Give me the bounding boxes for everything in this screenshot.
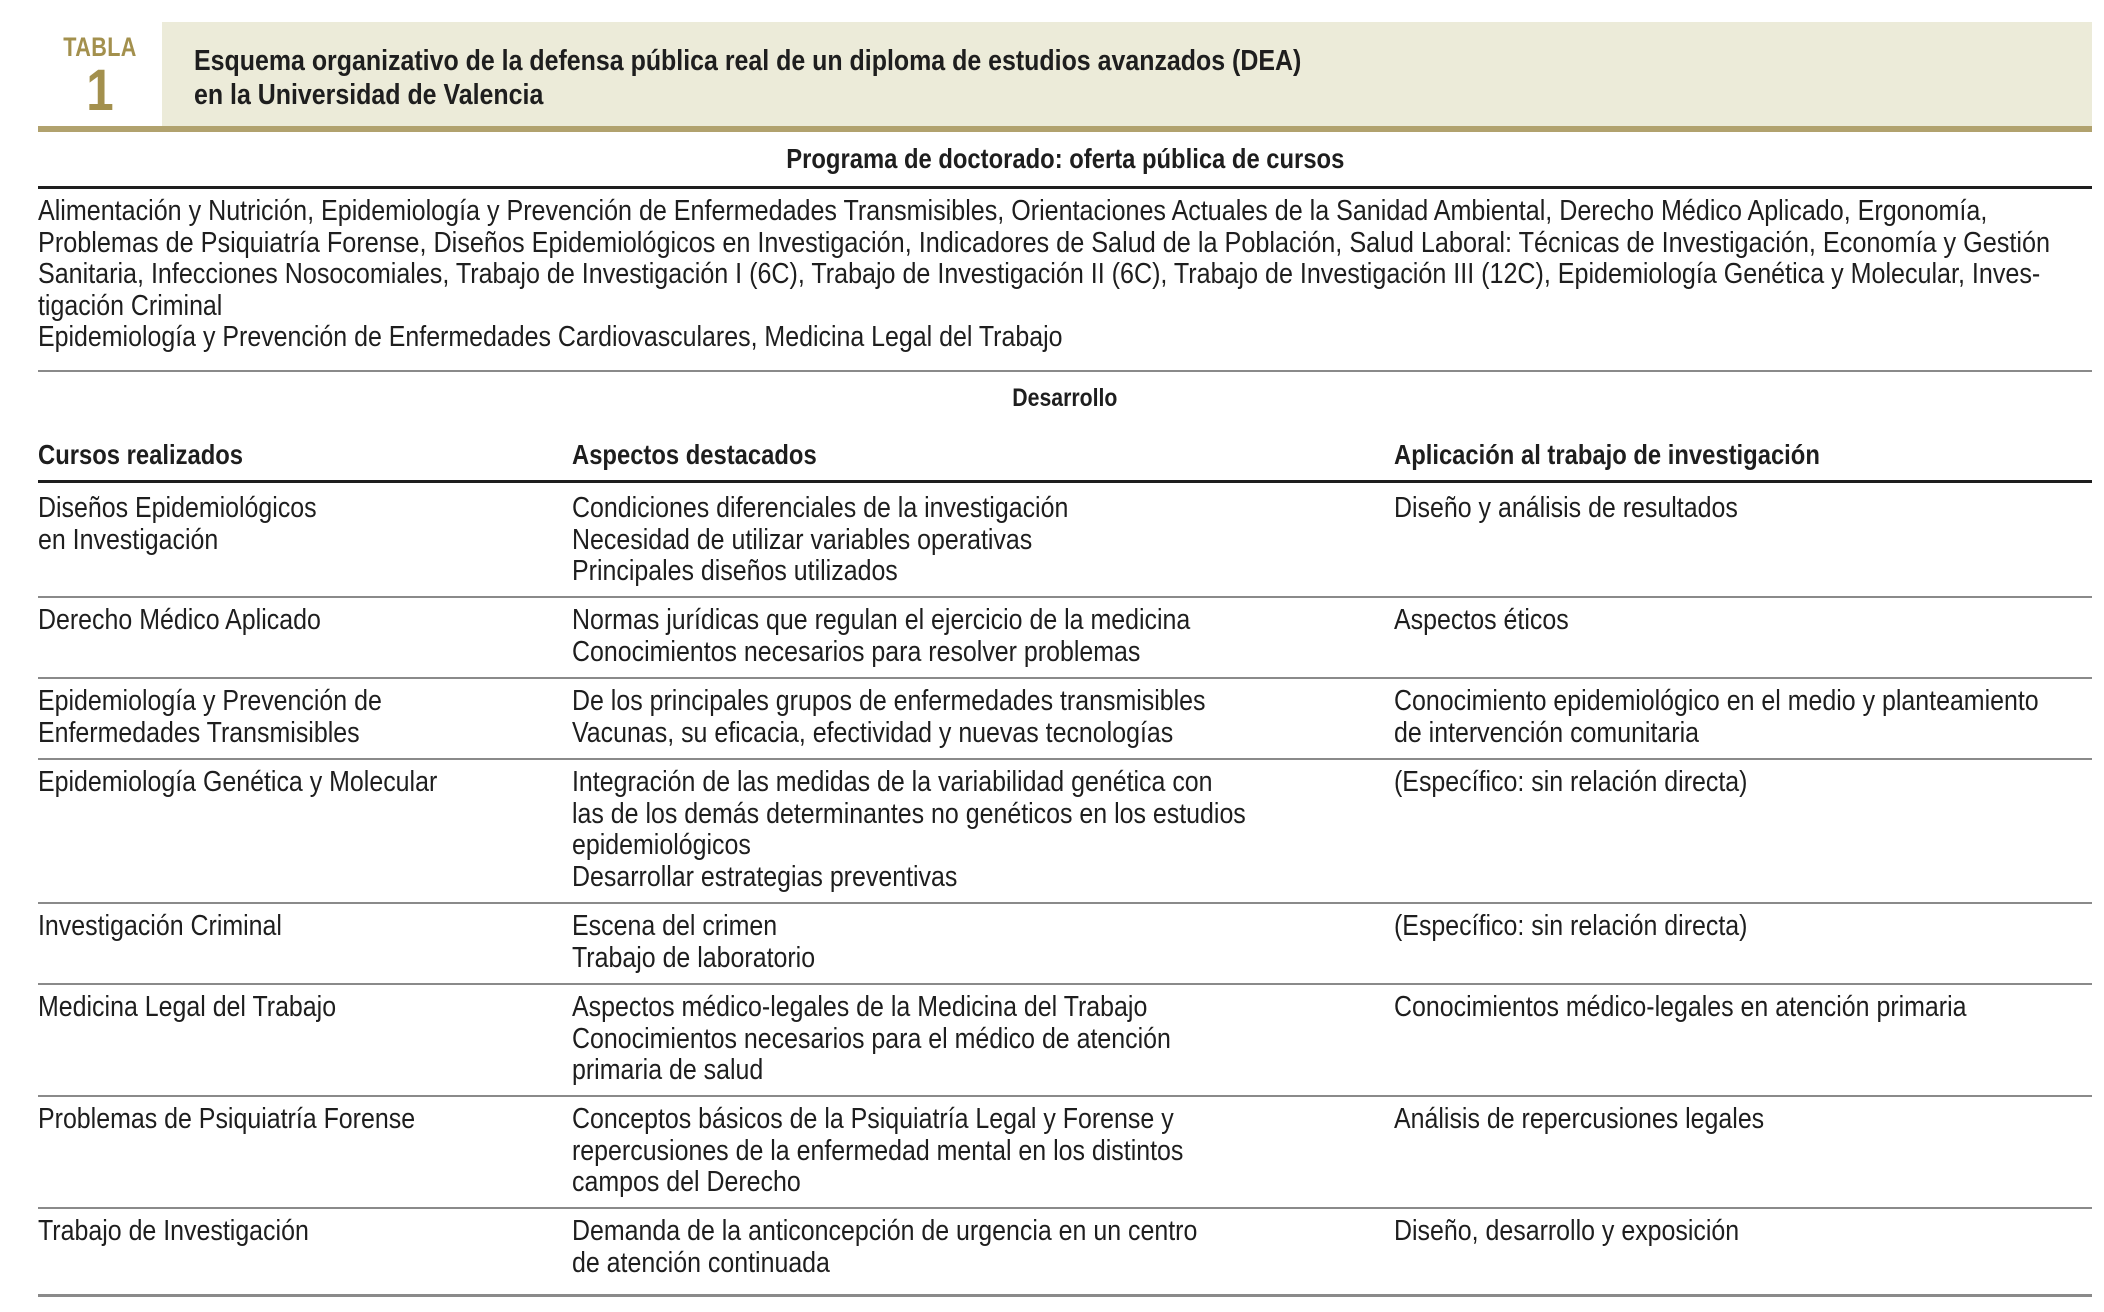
- table-title-line: Esquema organizativo de la defensa pública real de un diploma de estudios avanzados (DEA): [194, 45, 1302, 77]
- column-header-application: Aplicación al trabajo de investigación: [1394, 439, 1820, 470]
- application-line: Aspectos éticos: [1394, 604, 1569, 636]
- aspect-line: Desarrollar estrategias preventivas: [572, 860, 958, 893]
- application-cell: [1394, 1216, 1739, 1248]
- aspect-line: Conocimientos necesarios para resolver problemas: [572, 635, 1141, 668]
- application-line: Análisis de repercusiones legales: [1394, 1103, 1765, 1135]
- table-header: [38, 22, 2092, 126]
- program-line: Sanitaria, Infecciones Nosocomiales, Trabajo de Investigación I (6C), Trabajo de Investigación II (6C), Trabajo de Investigación III (12C), Epidemiología Genética y Molecular, Inves-: [38, 258, 2041, 290]
- application-cell: [1394, 686, 2039, 749]
- aspects-cell: [572, 992, 1171, 1087]
- application-line: Diseño y análisis de resultados: [1394, 492, 1738, 524]
- application-cell: [1394, 605, 1569, 637]
- course-line: Epidemiología y Prevención de: [38, 685, 382, 717]
- course-line: en Investigación: [38, 523, 219, 556]
- section-divider: [38, 370, 2092, 372]
- table-title-line: en la Universidad de Valencia: [194, 79, 544, 111]
- course-cell: [38, 767, 437, 799]
- course-cell: [38, 493, 317, 556]
- application-line: (Específico: sin relación directa): [1394, 766, 1748, 798]
- aspect-line: Condiciones diferenciales de la investigación: [572, 492, 1069, 524]
- course-line: Derecho Médico Aplicado: [38, 604, 321, 636]
- row-divider: [38, 1095, 2092, 1097]
- course-line: Medicina Legal del Trabajo: [38, 991, 337, 1023]
- application-line: de intervención comunitaria: [1394, 716, 1700, 749]
- aspects-cell: [572, 767, 1246, 893]
- course-line: Investigación Criminal: [38, 910, 282, 942]
- aspects-cell: [572, 911, 815, 974]
- program-line: Problemas de Psiquiatría Forense, Diseños Epidemiológicos en Investigación, Indicadores de Salud de la Población, Salud Laboral: Técnicas de Investigación, Economía y Gestión: [38, 226, 2051, 259]
- aspect-line: de atención continuada: [572, 1246, 830, 1279]
- aspect-line: Conocimientos necesarios para el médico de atención: [572, 1022, 1171, 1055]
- development-title: [38, 384, 2092, 413]
- course-line: Enfermedades Transmisibles: [38, 716, 360, 749]
- program-line: tigación Criminal: [38, 289, 223, 322]
- table-label: [38, 22, 162, 126]
- course-line: Trabajo de Investigación: [38, 1215, 309, 1247]
- aspect-line: repercusiones de la enfermedad mental en los distintos: [572, 1134, 1184, 1167]
- aspect-line: primaria de salud: [572, 1054, 764, 1086]
- application-cell: [1394, 767, 1747, 799]
- course-cell: [38, 686, 382, 749]
- program-line: Epidemiología y Prevención de Enfermedades Cardiovasculares, Medicina Legal del Trabajo: [38, 321, 1063, 353]
- table-number: 1: [86, 58, 114, 123]
- course-cell: [38, 911, 282, 943]
- aspect-line: Demanda de la anticoncepción de urgencia en un centro: [572, 1215, 1198, 1247]
- program-title-text: Programa de doctorado: oferta pública de cursos: [785, 143, 1345, 174]
- row-divider: [38, 758, 2092, 760]
- program-courses: [38, 196, 2092, 354]
- aspects-cell: [572, 605, 1190, 668]
- course-line: Epidemiología Genética y Molecular: [38, 766, 438, 798]
- development-title-text: Desarrollo: [1012, 384, 1118, 412]
- table-title: [194, 44, 1301, 112]
- aspect-line: Conceptos básicos de la Psiquiatría Legal y Forense y: [572, 1103, 1174, 1135]
- table-label-word: TABLA: [63, 32, 137, 62]
- aspect-line: campos del Derecho: [572, 1166, 801, 1198]
- column-header-aspects: Aspectos destacados: [572, 439, 817, 470]
- aspect-line: De los principales grupos de enfermedades transmisibles: [572, 685, 1206, 717]
- program-line: Alimentación y Nutrición, Epidemiología y Prevención de Enfermedades Transmisibles, Orientaciones Actuales de la Sanidad Ambiental, Derecho Médico Aplicado, Ergonomía,: [38, 195, 1988, 227]
- row-divider: [38, 1207, 2092, 1209]
- application-line: Conocimientos médico-legales en atención primaria: [1394, 991, 1967, 1023]
- table-bottom-rule: [38, 1294, 2092, 1297]
- application-cell: [1394, 493, 1738, 525]
- row-divider: [38, 983, 2092, 985]
- course-cell: [38, 605, 321, 637]
- application-cell: [1394, 992, 1967, 1024]
- aspect-line: Trabajo de laboratorio: [572, 941, 816, 974]
- program-title: [38, 143, 2092, 175]
- row-divider: [38, 596, 2092, 598]
- program-divider: [38, 186, 2092, 189]
- aspects-cell: [572, 1104, 1183, 1199]
- application-cell: [1394, 911, 1747, 943]
- aspect-line: Aspectos médico-legales de la Medicina del Trabajo: [572, 991, 1148, 1023]
- row-divider: [38, 677, 2092, 679]
- aspects-cell: [572, 1216, 1197, 1279]
- aspect-line: epidemiológicos: [572, 829, 751, 861]
- course-cell: [38, 1104, 415, 1136]
- application-line: Diseño, desarrollo y exposición: [1394, 1215, 1740, 1247]
- aspect-line: Normas jurídicas que regulan el ejercicio de la medicina: [572, 604, 1191, 636]
- aspect-line: Escena del crimen: [572, 910, 778, 942]
- course-line: Diseños Epidemiológicos: [38, 492, 317, 524]
- row-divider: [38, 902, 2092, 904]
- course-cell: [38, 992, 336, 1024]
- table-title-box: [162, 22, 2092, 126]
- aspect-line: las de los demás determinantes no genéticos en los estudios: [572, 797, 1246, 830]
- aspect-line: Principales diseños utilizados: [572, 555, 898, 587]
- application-cell: [1394, 1104, 1764, 1136]
- application-line: (Específico: sin relación directa): [1394, 910, 1748, 942]
- course-cell: [38, 1216, 309, 1248]
- aspect-line: Necesidad de utilizar variables operativas: [572, 523, 1033, 556]
- aspect-line: Integración de las medidas de la variabilidad genética con: [572, 766, 1213, 798]
- application-line: Conocimiento epidemiológico en el medio y planteamiento: [1394, 685, 2039, 717]
- course-line: Problemas de Psiquiatría Forense: [38, 1103, 416, 1135]
- aspects-cell: [572, 493, 1068, 588]
- header-divider: [38, 126, 2092, 132]
- aspects-cell: [572, 686, 1206, 749]
- column-header-divider: [38, 480, 2092, 483]
- aspect-line: Vacunas, su eficacia, efectividad y nuevas tecnologías: [572, 716, 1174, 749]
- column-header-courses: Cursos realizados: [38, 439, 244, 470]
